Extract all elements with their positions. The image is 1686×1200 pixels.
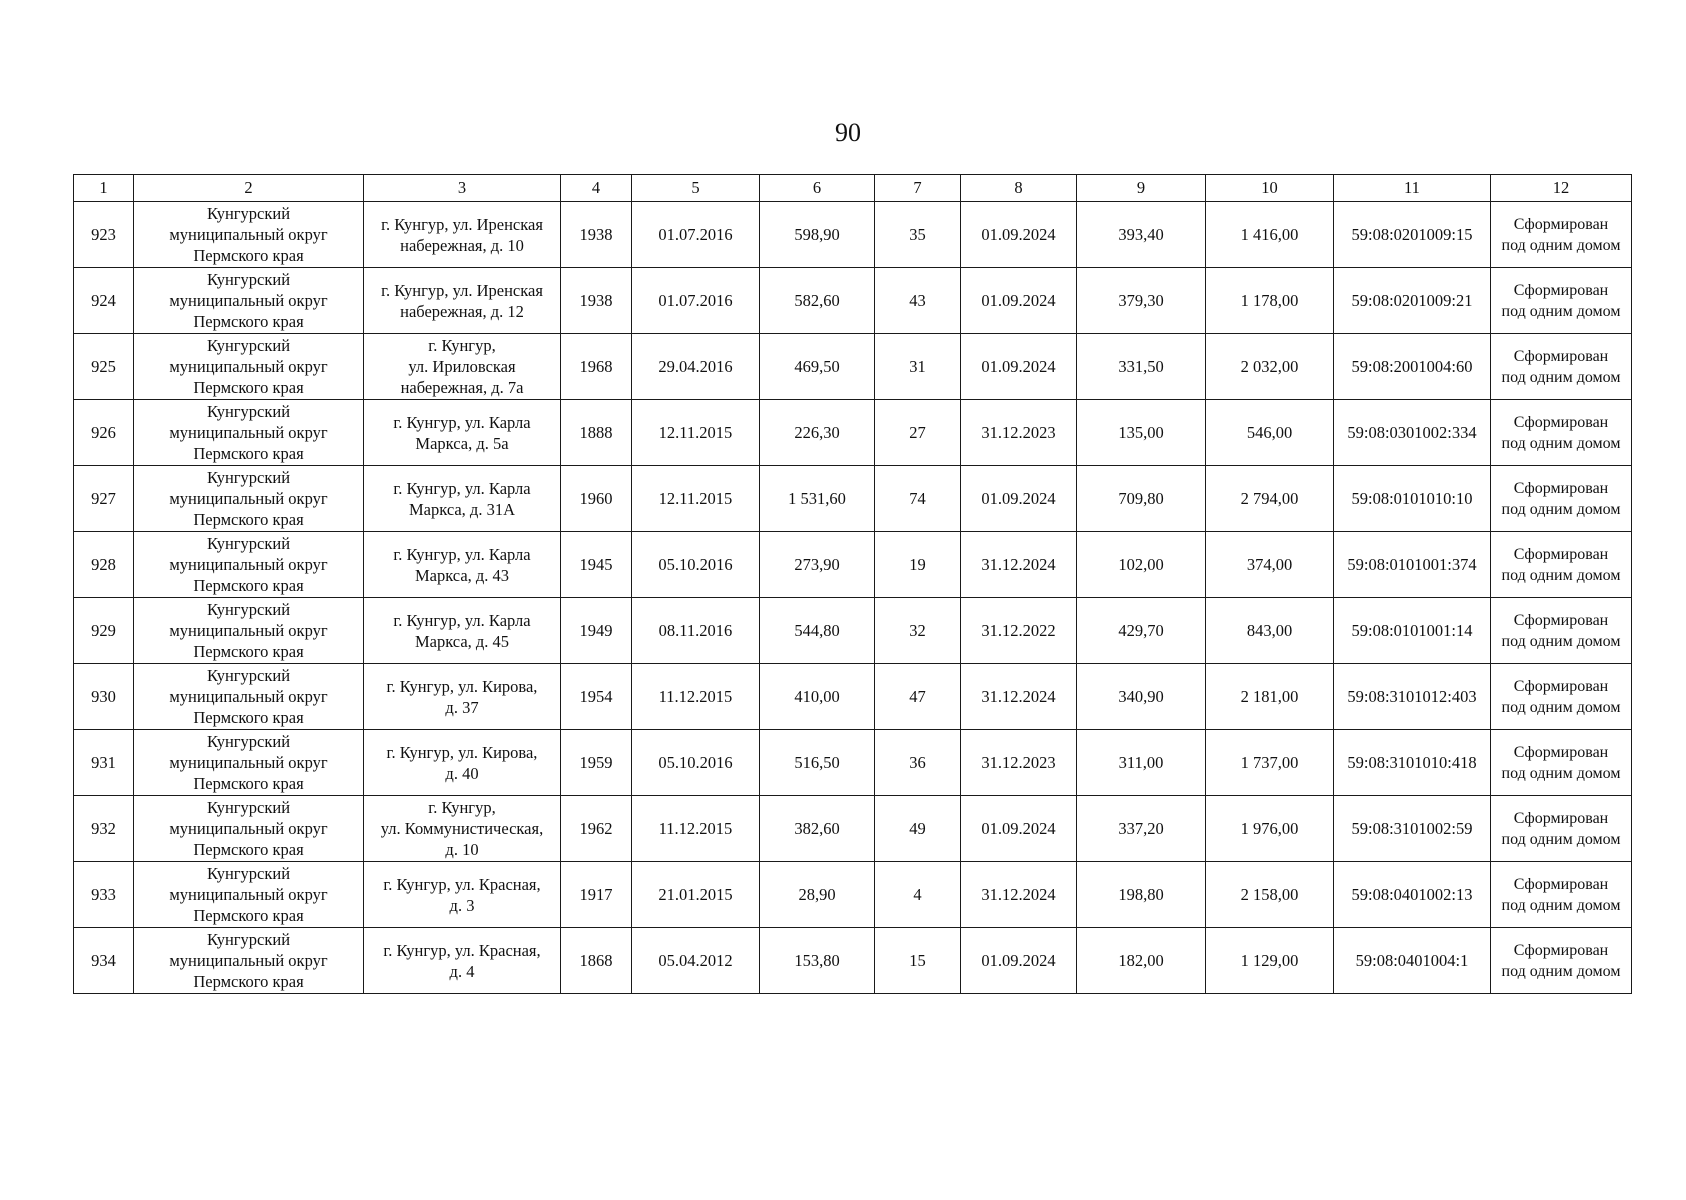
year-cell: 1954 xyxy=(561,664,632,730)
cadastral-number-cell: 59:08:0401004:1 xyxy=(1334,928,1491,994)
cadastral-number-cell: 59:08:3101012:403 xyxy=(1334,664,1491,730)
municipality-cell xyxy=(134,268,364,334)
column-number: 4 xyxy=(561,175,632,202)
address-line: г. Кунгур, ул. Иренская xyxy=(381,214,543,234)
address-line: д. 10 xyxy=(445,840,479,859)
count-cell: 27 xyxy=(875,400,961,466)
status-line: Сформирован xyxy=(1513,743,1609,761)
status-cell xyxy=(1491,532,1632,598)
municipality-line: Пермского края xyxy=(193,708,304,727)
status-cell xyxy=(1491,862,1632,928)
address-cell xyxy=(364,730,561,796)
value-cell: 1 416,00 xyxy=(1206,202,1334,268)
address-line: Маркса, д. 5а xyxy=(415,433,509,453)
municipality-line: Кунгурский xyxy=(206,534,291,553)
date-cell: 21.01.2015 xyxy=(632,862,760,928)
row-number-cell: 925 xyxy=(74,334,134,400)
municipality-line: Пермского края xyxy=(193,906,304,925)
table-row xyxy=(74,730,1632,796)
value-cell: 182,00 xyxy=(1077,928,1206,994)
cadastral-number-cell: 59:08:3101002:59 xyxy=(1334,796,1491,862)
value-cell: 198,80 xyxy=(1077,862,1206,928)
status-line: под одним домом xyxy=(1501,632,1621,650)
municipality-line: Кунгурский xyxy=(206,666,291,685)
municipality-line: Пермского края xyxy=(193,246,304,265)
row-number-cell: 929 xyxy=(74,598,134,664)
status-line: под одним домом xyxy=(1501,566,1621,584)
municipality-line: муниципальный округ xyxy=(169,423,328,442)
address-line: г. Кунгур, ул. Кирова, xyxy=(386,676,538,696)
address-line: г. Кунгур, ул. Карла xyxy=(393,478,531,498)
address-line: Маркса, д. 45 xyxy=(414,631,510,651)
status-cell xyxy=(1491,268,1632,334)
municipality-line: Кунгурский xyxy=(206,930,291,949)
area-cell: 382,60 xyxy=(760,796,875,862)
address-line: г. Кунгур, ул. Карла xyxy=(393,544,531,564)
value-cell: 331,50 xyxy=(1077,334,1206,400)
table-row xyxy=(74,796,1632,862)
table-row xyxy=(74,202,1632,268)
column-number: 11 xyxy=(1334,175,1491,202)
status-cell xyxy=(1491,730,1632,796)
status-line: под одним домом xyxy=(1501,302,1621,320)
municipality-cell xyxy=(134,202,364,268)
municipality-line: Кунгурский xyxy=(206,402,291,421)
municipality-line: муниципальный округ xyxy=(169,687,328,706)
table-row xyxy=(74,268,1632,334)
cadastral-number-cell: 59:08:0101001:14 xyxy=(1334,598,1491,664)
status-line: под одним домом xyxy=(1501,698,1621,716)
area-cell: 226,30 xyxy=(760,400,875,466)
count-cell: 36 xyxy=(875,730,961,796)
municipality-line: Пермского края xyxy=(193,510,304,529)
address-cell xyxy=(364,202,561,268)
value-cell: 379,30 xyxy=(1077,268,1206,334)
address-line: набережная, д. 10 xyxy=(400,235,524,255)
status-line: Сформирован xyxy=(1513,413,1609,431)
area-cell: 469,50 xyxy=(760,334,875,400)
municipality-line: Пермского края xyxy=(193,642,304,661)
address-cell xyxy=(364,334,561,400)
status-line: под одним домом xyxy=(1501,236,1621,254)
date-cell: 01.09.2024 xyxy=(961,928,1077,994)
column-number: 2 xyxy=(134,175,364,202)
status-line: Сформирован xyxy=(1513,215,1609,233)
date-cell: 01.07.2016 xyxy=(632,268,760,334)
column-number-row xyxy=(74,175,1632,202)
municipality-cell xyxy=(134,928,364,994)
table-row xyxy=(74,532,1632,598)
value-cell: 2 181,00 xyxy=(1206,664,1334,730)
address-cell xyxy=(364,796,561,862)
date-cell: 05.10.2016 xyxy=(632,532,760,598)
municipality-cell xyxy=(134,598,364,664)
municipality-line: муниципальный округ xyxy=(169,885,328,904)
table-row xyxy=(74,664,1632,730)
cadastral-number-cell: 59:08:0301002:334 xyxy=(1334,400,1491,466)
municipality-cell xyxy=(134,400,364,466)
address-line: г. Кунгур, xyxy=(428,336,496,355)
row-number-cell: 930 xyxy=(74,664,134,730)
value-cell: 1 737,00 xyxy=(1206,730,1334,796)
column-number: 5 xyxy=(632,175,760,202)
date-cell: 31.12.2024 xyxy=(961,862,1077,928)
count-cell: 49 xyxy=(875,796,961,862)
row-number-cell: 927 xyxy=(74,466,134,532)
municipality-line: Пермского края xyxy=(193,378,304,397)
municipality-line: Пермского края xyxy=(193,576,304,595)
status-cell xyxy=(1491,202,1632,268)
value-cell: 2 794,00 xyxy=(1206,466,1334,532)
count-cell: 19 xyxy=(875,532,961,598)
municipality-cell xyxy=(134,796,364,862)
address-cell xyxy=(364,862,561,928)
date-cell: 01.09.2024 xyxy=(961,796,1077,862)
table-row xyxy=(74,862,1632,928)
status-line: Сформирован xyxy=(1513,479,1609,497)
municipality-line: Кунгурский xyxy=(206,732,291,751)
municipality-cell xyxy=(134,730,364,796)
date-cell: 01.09.2024 xyxy=(961,334,1077,400)
value-cell: 2 158,00 xyxy=(1206,862,1334,928)
date-cell: 01.09.2024 xyxy=(961,268,1077,334)
address-line: ул. Коммунистическая, xyxy=(380,819,544,838)
year-cell: 1959 xyxy=(561,730,632,796)
municipality-line: муниципальный округ xyxy=(169,357,328,376)
status-line: Сформирован xyxy=(1513,677,1609,695)
address-line: набережная, д. 7а xyxy=(400,378,524,397)
area-cell: 544,80 xyxy=(760,598,875,664)
date-cell: 12.11.2015 xyxy=(632,466,760,532)
cadastral-number-cell: 59:08:0201009:15 xyxy=(1334,202,1491,268)
municipality-line: муниципальный округ xyxy=(169,621,328,640)
value-cell: 429,70 xyxy=(1077,598,1206,664)
address-cell xyxy=(364,928,561,994)
date-cell: 01.09.2024 xyxy=(961,466,1077,532)
year-cell: 1888 xyxy=(561,400,632,466)
page-number: 90 xyxy=(835,118,861,147)
status-line: под одним домом xyxy=(1501,434,1621,452)
status-line: под одним домом xyxy=(1501,764,1621,782)
date-cell: 05.04.2012 xyxy=(632,928,760,994)
value-cell: 546,00 xyxy=(1206,400,1334,466)
table-row xyxy=(74,400,1632,466)
municipality-cell xyxy=(134,532,364,598)
year-cell: 1945 xyxy=(561,532,632,598)
address-cell xyxy=(364,664,561,730)
address-line: д. 40 xyxy=(445,763,479,783)
address-line: Маркса, д. 31А xyxy=(408,499,515,519)
address-line: Маркса, д. 43 xyxy=(414,565,510,585)
row-number-cell: 924 xyxy=(74,268,134,334)
municipality-cell xyxy=(134,466,364,532)
date-cell: 31.12.2022 xyxy=(961,598,1077,664)
address-line: г. Кунгур, ул. Иренская xyxy=(381,280,543,300)
cadastral-number-cell: 59:08:0401002:13 xyxy=(1334,862,1491,928)
date-cell: 31.12.2024 xyxy=(961,532,1077,598)
status-cell xyxy=(1491,334,1632,400)
area-cell: 153,80 xyxy=(760,928,875,994)
registry-table xyxy=(73,174,1632,994)
value-cell: 2 032,00 xyxy=(1206,334,1334,400)
municipality-line: Кунгурский xyxy=(206,798,291,817)
date-cell: 11.12.2015 xyxy=(632,796,760,862)
area-cell: 410,00 xyxy=(760,664,875,730)
date-cell: 31.12.2023 xyxy=(961,730,1077,796)
municipality-line: муниципальный округ xyxy=(169,753,328,772)
municipality-line: Кунгурский xyxy=(206,600,291,619)
cadastral-number-cell: 59:08:0201009:21 xyxy=(1334,268,1491,334)
date-cell: 12.11.2015 xyxy=(632,400,760,466)
value-cell: 1 129,00 xyxy=(1206,928,1334,994)
value-cell: 393,40 xyxy=(1077,202,1206,268)
area-cell: 582,60 xyxy=(760,268,875,334)
value-cell: 709,80 xyxy=(1077,466,1206,532)
address-line: ул. Ириловская xyxy=(408,357,516,376)
value-cell: 843,00 xyxy=(1206,598,1334,664)
status-line: под одним домом xyxy=(1501,500,1621,518)
address-cell xyxy=(364,400,561,466)
count-cell: 43 xyxy=(875,268,961,334)
status-line: Сформирован xyxy=(1513,347,1609,365)
address-line: г. Кунгур, ул. Красная, xyxy=(383,874,541,894)
municipality-cell xyxy=(134,862,364,928)
column-number: 10 xyxy=(1206,175,1334,202)
municipality-line: Кунгурский xyxy=(206,204,291,223)
status-line: Сформирован xyxy=(1513,809,1609,827)
year-cell: 1938 xyxy=(561,268,632,334)
date-cell: 08.11.2016 xyxy=(632,598,760,664)
column-number: 1 xyxy=(74,175,134,202)
date-cell: 01.09.2024 xyxy=(961,202,1077,268)
year-cell: 1962 xyxy=(561,796,632,862)
count-cell: 32 xyxy=(875,598,961,664)
address-line: д. 4 xyxy=(449,961,475,981)
cadastral-number-cell: 59:08:2001004:60 xyxy=(1334,334,1491,400)
address-cell xyxy=(364,466,561,532)
count-cell: 31 xyxy=(875,334,961,400)
column-number: 3 xyxy=(364,175,561,202)
column-number: 7 xyxy=(875,175,961,202)
value-cell: 340,90 xyxy=(1077,664,1206,730)
table-row xyxy=(74,598,1632,664)
value-cell: 135,00 xyxy=(1077,400,1206,466)
address-line: д. 3 xyxy=(449,895,475,915)
municipality-line: Пермского края xyxy=(193,972,304,991)
table-row xyxy=(74,928,1632,994)
address-line: г. Кунгур, ул. Кирова, xyxy=(386,742,538,762)
address-line: г. Кунгур, ул. Карла xyxy=(393,610,531,630)
status-line: Сформирован xyxy=(1513,941,1609,959)
municipality-line: Пермского края xyxy=(193,774,304,793)
table-row xyxy=(74,334,1632,400)
municipality-line: Кунгурский xyxy=(206,270,291,289)
municipality-line: Кунгурский xyxy=(206,336,291,355)
municipality-line: Пермского края xyxy=(193,444,304,463)
address-cell xyxy=(364,268,561,334)
municipality-line: муниципальный округ xyxy=(169,291,328,310)
row-number-cell: 934 xyxy=(74,928,134,994)
cadastral-number-cell: 59:08:3101010:418 xyxy=(1334,730,1491,796)
municipality-line: Кунгурский xyxy=(206,468,291,487)
address-line: набережная, д. 12 xyxy=(400,301,524,321)
area-cell: 28,90 xyxy=(760,862,875,928)
column-number: 8 xyxy=(961,175,1077,202)
date-cell: 01.07.2016 xyxy=(632,202,760,268)
municipality-line: Пермского края xyxy=(193,312,304,331)
status-line: Сформирован xyxy=(1513,875,1609,893)
year-cell: 1938 xyxy=(561,202,632,268)
count-cell: 35 xyxy=(875,202,961,268)
area-cell: 516,50 xyxy=(760,730,875,796)
area-cell: 1 531,60 xyxy=(760,466,875,532)
value-cell: 1 178,00 xyxy=(1206,268,1334,334)
value-cell: 102,00 xyxy=(1077,532,1206,598)
row-number-cell: 932 xyxy=(74,796,134,862)
address-cell xyxy=(364,532,561,598)
column-number: 12 xyxy=(1491,175,1632,202)
count-cell: 4 xyxy=(875,862,961,928)
status-line: Сформирован xyxy=(1513,545,1609,563)
status-line: под одним домом xyxy=(1501,830,1621,848)
row-number-cell: 933 xyxy=(74,862,134,928)
table-body xyxy=(74,202,1632,994)
date-cell: 31.12.2024 xyxy=(961,664,1077,730)
date-cell: 29.04.2016 xyxy=(632,334,760,400)
row-number-cell: 926 xyxy=(74,400,134,466)
row-number-cell: 928 xyxy=(74,532,134,598)
status-cell xyxy=(1491,466,1632,532)
cadastral-number-cell: 59:08:0101010:10 xyxy=(1334,466,1491,532)
date-cell: 05.10.2016 xyxy=(632,730,760,796)
status-line: под одним домом xyxy=(1501,896,1621,914)
address-cell xyxy=(364,598,561,664)
date-cell: 31.12.2023 xyxy=(961,400,1077,466)
municipality-line: муниципальный округ xyxy=(169,225,328,244)
year-cell: 1968 xyxy=(561,334,632,400)
status-cell xyxy=(1491,400,1632,466)
area-cell: 273,90 xyxy=(760,532,875,598)
column-number: 9 xyxy=(1077,175,1206,202)
status-cell xyxy=(1491,598,1632,664)
row-number-cell: 931 xyxy=(74,730,134,796)
year-cell: 1868 xyxy=(561,928,632,994)
status-cell xyxy=(1491,664,1632,730)
value-cell: 337,20 xyxy=(1077,796,1206,862)
value-cell: 1 976,00 xyxy=(1206,796,1334,862)
address-line: г. Кунгур, ул. Карла xyxy=(393,412,531,432)
year-cell: 1917 xyxy=(561,862,632,928)
year-cell: 1949 xyxy=(561,598,632,664)
date-cell: 11.12.2015 xyxy=(632,664,760,730)
count-cell: 74 xyxy=(875,466,961,532)
year-cell: 1960 xyxy=(561,466,632,532)
status-line: под одним домом xyxy=(1501,368,1621,386)
municipality-line: муниципальный округ xyxy=(169,555,328,574)
municipality-line: муниципальный округ xyxy=(169,951,328,970)
status-cell xyxy=(1491,928,1632,994)
address-line: г. Кунгур, ул. Красная, xyxy=(383,940,541,960)
municipality-cell xyxy=(134,664,364,730)
row-number-cell: 923 xyxy=(74,202,134,268)
status-line: под одним домом xyxy=(1501,962,1621,980)
value-cell: 311,00 xyxy=(1077,730,1206,796)
count-cell: 47 xyxy=(875,664,961,730)
column-number: 6 xyxy=(760,175,875,202)
area-cell: 598,90 xyxy=(760,202,875,268)
municipality-cell xyxy=(134,334,364,400)
status-line: Сформирован xyxy=(1513,611,1609,629)
municipality-line: муниципальный округ xyxy=(169,819,328,838)
municipality-line: Пермского края xyxy=(193,840,304,859)
status-cell xyxy=(1491,796,1632,862)
municipality-line: муниципальный округ xyxy=(169,489,328,508)
address-line: г. Кунгур, xyxy=(428,798,496,817)
municipality-line: Кунгурский xyxy=(206,864,291,883)
cadastral-number-cell: 59:08:0101001:374 xyxy=(1334,532,1491,598)
status-line: Сформирован xyxy=(1513,281,1609,299)
address-line: д. 37 xyxy=(445,697,479,717)
value-cell: 374,00 xyxy=(1206,532,1334,598)
table-row xyxy=(74,466,1632,532)
count-cell: 15 xyxy=(875,928,961,994)
